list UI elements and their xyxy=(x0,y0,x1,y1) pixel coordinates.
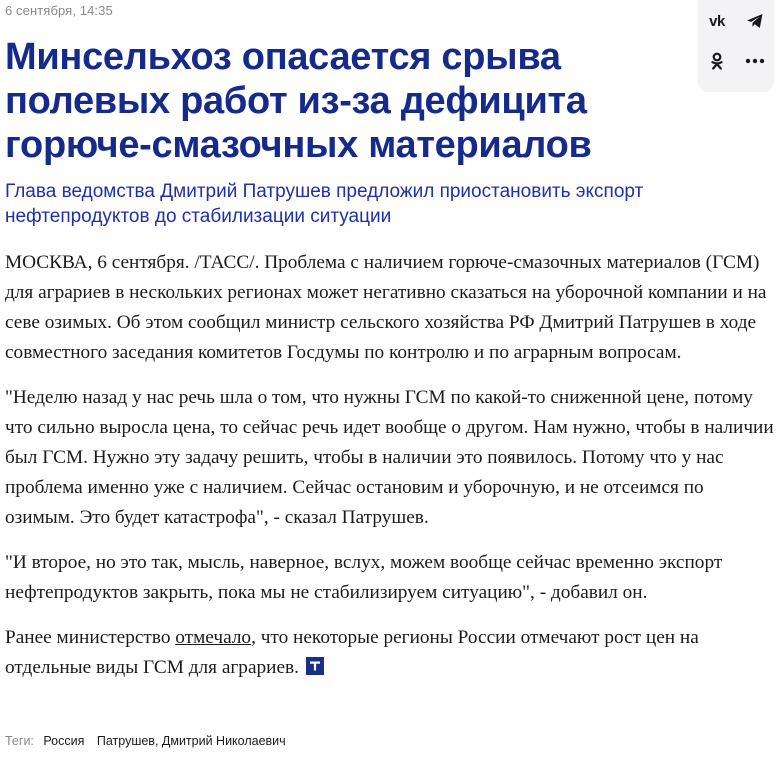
telegram-icon xyxy=(746,13,764,29)
publish-date: 6 сентября, 14:35 xyxy=(5,3,113,18)
article-lead: Глава ведомства Дмитрий Патрушев предложил приостановить экспорт нефтепродуктов до стабилизации ситуации xyxy=(5,181,644,227)
article-title: Минсельхоз опасается срыва полевых работ из-за дефицита горюче-смазочных материалов xyxy=(5,36,592,166)
odnoklassniki-icon xyxy=(711,52,723,70)
article-paragraph: МОСКВА, 6 сентября. /ТАСС/. Проблема с наличием горюче-смазочных материалов (ГСМ) для аграриев в нескольких регионах может негативно сказаться на уборочной компании и на севе озимых. Об этом сообщил министр сельского хозяйства РФ Дмитрий Патрушев в ходе совместного заседания комитетов Госдумы по контролю и по аграрным вопросам. xyxy=(5,252,767,363)
share-panel xyxy=(698,0,774,92)
tag-link[interactable]: Россия xyxy=(43,734,85,748)
share-telegram-button[interactable] xyxy=(736,2,774,40)
more-icon xyxy=(745,58,765,64)
share-ok-button[interactable] xyxy=(698,42,736,80)
article-paragraph-last xyxy=(5,623,775,683)
tags-label: Теги: xyxy=(5,734,34,748)
article-body xyxy=(5,248,775,698)
tags-row xyxy=(5,734,295,748)
article-paragraph: "И второе, но это так, мысль, наверное, вслух, можем вообще сейчас временно экспорт нефтепродуктов закрыть, пока мы не стабилизируем ситуацию", - добавил он. xyxy=(5,552,723,603)
vk-icon: vk xyxy=(709,12,725,30)
share-vk-button[interactable] xyxy=(698,2,736,40)
paragraph-text: Ранее министерство xyxy=(5,627,176,648)
article-paragraph: "Неделю назад у нас речь шла о том, что нужны ГСМ по какой-то сниженной цене, потому что сильно выросла цена, то сейчас речь идет вообще о другом. Нам нужно, чтобы в наличии был ГСМ. Нужно эту задачу решить, чтобы в наличии это появилось. Потому что у нас проблема именно уже с наличием. Сейчас остановим и уборочную, и не отсеимся по озимым. Это будет катастрофа", - сказал Патрушев. xyxy=(5,387,774,528)
tass-logo-icon xyxy=(306,657,324,675)
share-more-button[interactable] xyxy=(736,42,774,80)
source-link[interactable]: отмечало xyxy=(175,627,252,648)
paragraph-text: , что некоторые регионы России отмечают рост цен на отдельные виды ГСМ для аграриев. xyxy=(5,627,699,678)
tag-link[interactable]: Патрушев, Дмитрий Николаевич xyxy=(96,734,286,748)
